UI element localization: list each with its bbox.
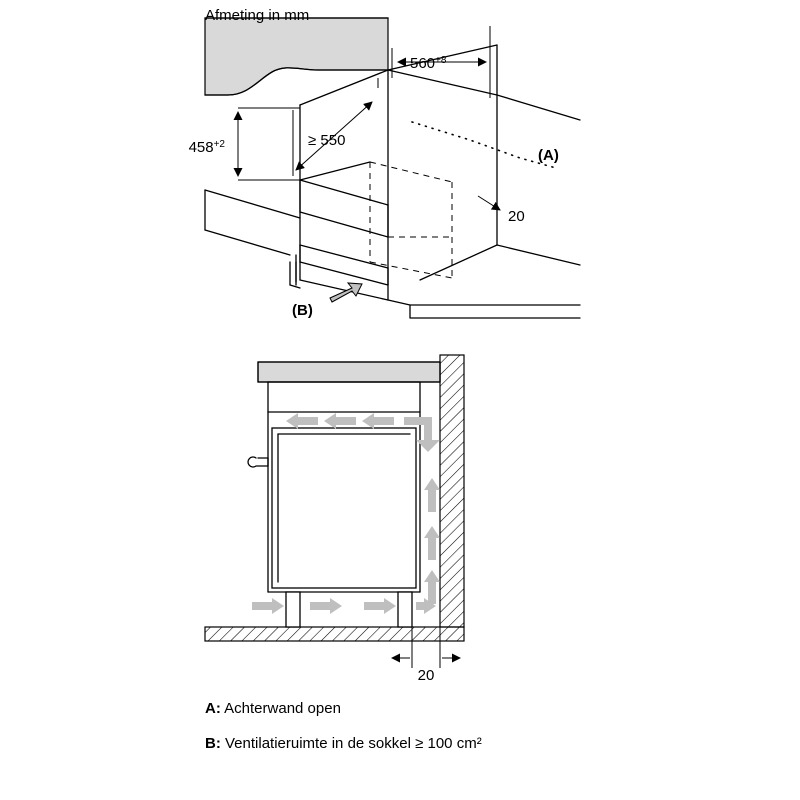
plinth-leg-left bbox=[286, 592, 300, 627]
dim-560-label: $560^{+8}$ bbox=[410, 55, 447, 72]
legend-text-a: Achterwand open bbox=[224, 700, 341, 717]
legend-item-b bbox=[205, 735, 482, 752]
dim-20-top-label: 20 bbox=[508, 208, 525, 225]
marker-b-label: (B) bbox=[292, 302, 313, 319]
plinth-leg-right bbox=[398, 592, 412, 627]
marker-b-arrow bbox=[330, 283, 362, 302]
airflow-arrows-top bbox=[286, 413, 394, 429]
dim-458-label: $458^{+2}$ bbox=[188, 139, 225, 156]
top-perspective-view bbox=[189, 18, 580, 319]
airflow-arrows-vertical bbox=[424, 478, 440, 604]
legend-text-b: Ventilatieruimte in de sokkel ≥ 100 cm² bbox=[225, 735, 482, 752]
appliance-body bbox=[272, 428, 416, 588]
worktop-grey bbox=[258, 362, 440, 382]
legend-key-a: A: bbox=[205, 700, 221, 717]
dim-20-bottom-label: 20 bbox=[417, 667, 435, 684]
page-title: Afmeting in mm bbox=[205, 7, 310, 24]
legend-key-b: B: bbox=[205, 735, 221, 752]
worktop-slab bbox=[205, 18, 388, 95]
side-section-view bbox=[205, 355, 464, 684]
floor-hatch bbox=[205, 627, 464, 641]
dim-550-label: ≥ 550 bbox=[308, 132, 346, 149]
dim-458 bbox=[238, 108, 300, 180]
dim-550 bbox=[293, 78, 378, 176]
marker-a-label: (A) bbox=[538, 147, 559, 164]
wall-hatch bbox=[440, 355, 464, 627]
legend-item-a bbox=[205, 700, 341, 717]
